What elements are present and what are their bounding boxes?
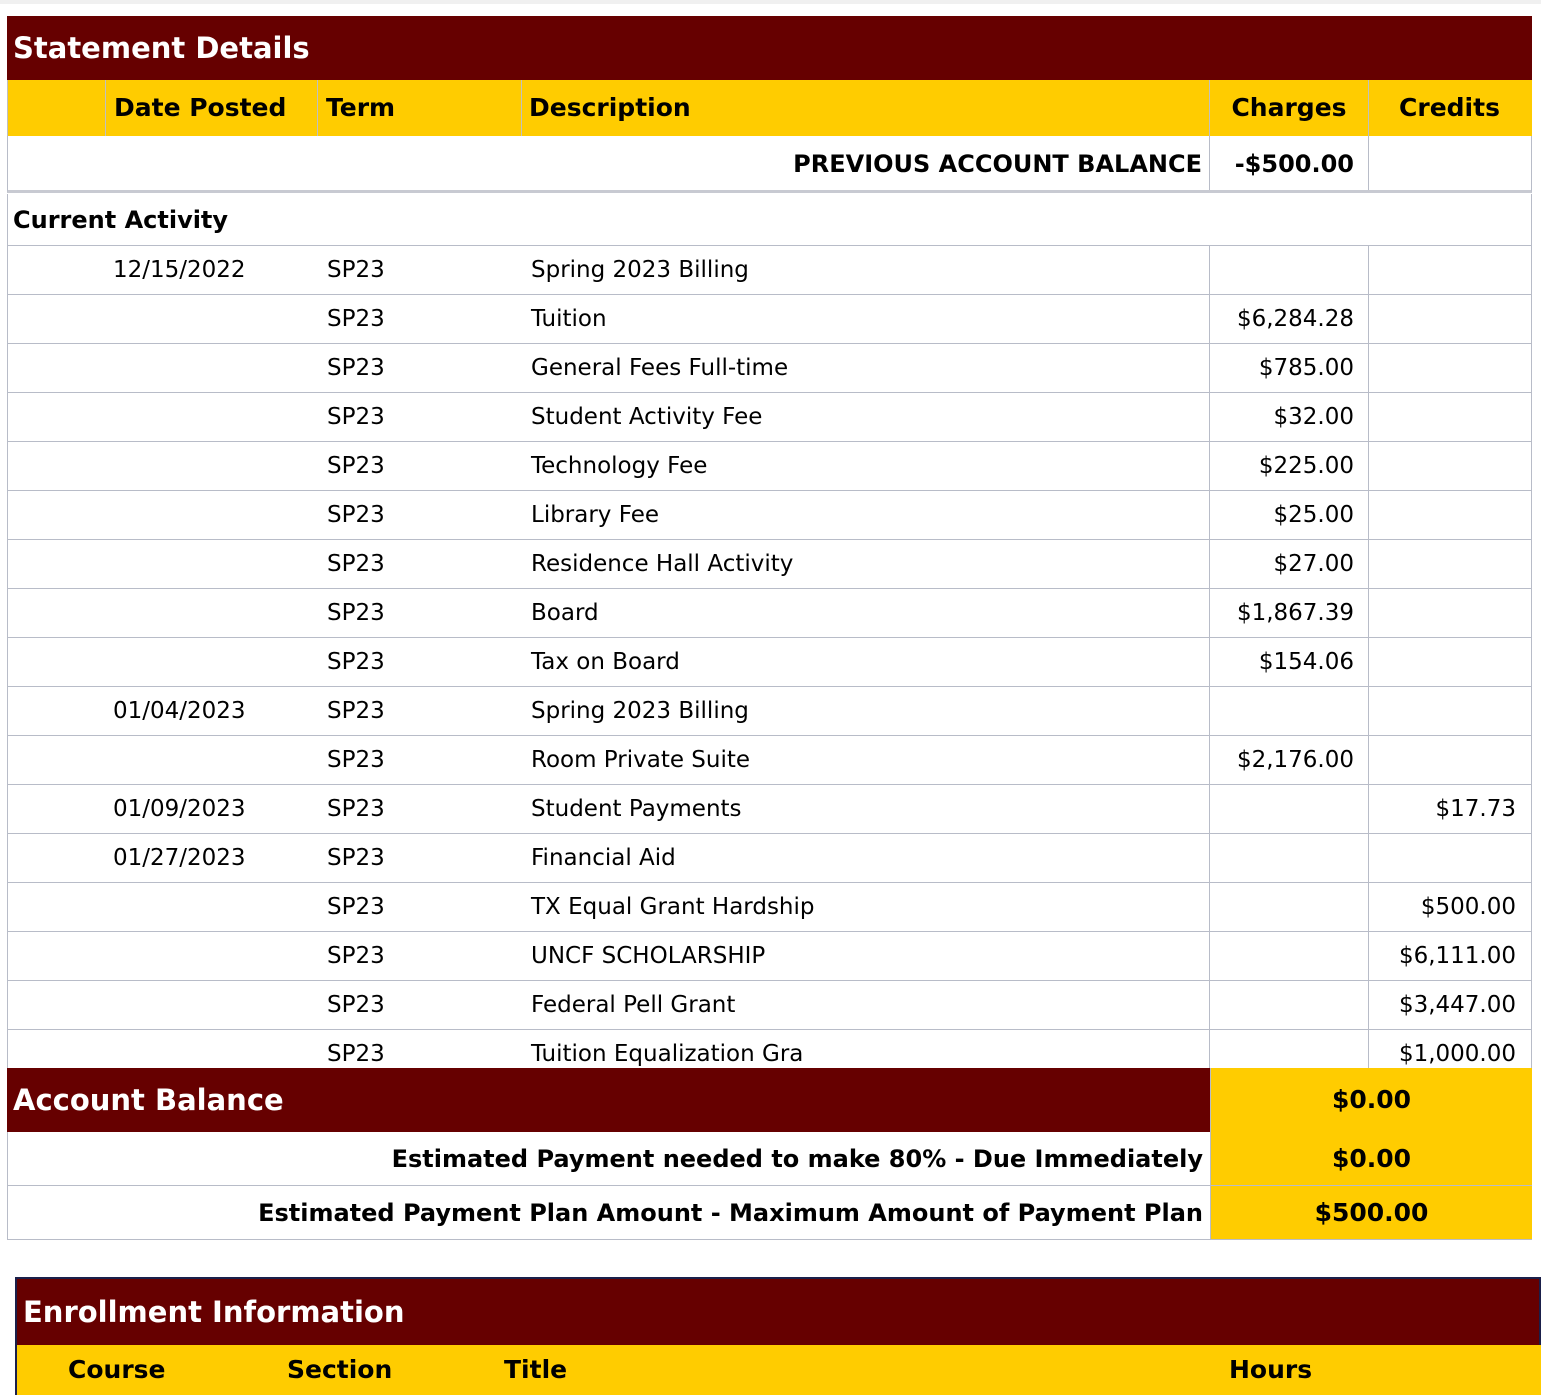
previous-balance-label: PREVIOUS ACCOUNT BALANCE [8, 136, 1210, 190]
row-charges: $6,284.28 [1210, 295, 1369, 343]
row-date [106, 344, 318, 392]
row-date [106, 981, 318, 1029]
header-course: Course [68, 1355, 166, 1384]
row-date [106, 442, 318, 490]
row-charges [1210, 932, 1369, 980]
enrollment-title: Enrollment Information [23, 1295, 405, 1329]
row-credits: $3,447.00 [1398, 992, 1516, 1018]
row-description: Library Fee [522, 491, 1210, 539]
row-term: SP23 [327, 257, 385, 283]
row-term: SP23 [327, 992, 385, 1018]
row-description: General Fees Full-time [522, 344, 1210, 392]
row-term: SP23 [327, 894, 385, 920]
header-section: Section [287, 1355, 393, 1384]
row-credits: $500.00 [1420, 894, 1516, 920]
header-spacer [8, 80, 106, 136]
row-term: SP23 [327, 355, 385, 381]
row-date [106, 932, 318, 980]
row-credits [1369, 834, 1530, 882]
header-credits: Credits [1399, 93, 1500, 122]
row-credits [1369, 736, 1530, 784]
row-credits [1369, 540, 1530, 588]
row-description: Federal Pell Grant [522, 981, 1210, 1029]
previous-balance-charges: -$500.00 [1210, 136, 1369, 190]
table-row [7, 785, 1532, 834]
table-row [7, 246, 1532, 295]
row-description: Spring 2023 Billing [522, 687, 1210, 735]
row-date [106, 491, 318, 539]
row-description: Room Private Suite [522, 736, 1210, 784]
header-hours: Hours [1229, 1355, 1313, 1384]
row-date: 01/09/2023 [113, 796, 246, 822]
row-description: Tuition [522, 295, 1210, 343]
row-credits [1369, 589, 1530, 637]
payment-plan-value: $500.00 [1210, 1186, 1532, 1239]
row-description: Student Payments [522, 785, 1210, 833]
table-row [7, 344, 1532, 393]
row-date: 01/04/2023 [113, 698, 246, 724]
row-description: Spring 2023 Billing [522, 246, 1210, 294]
header-description: Description [522, 80, 1210, 136]
account-balance-value: $0.00 [1210, 1068, 1532, 1132]
header-term: Term [318, 80, 522, 136]
row-description: Student Activity Fee [522, 393, 1210, 441]
row-charges [1210, 883, 1369, 931]
row-credits [1369, 344, 1530, 392]
statement-title-bar [7, 16, 1532, 80]
row-date [106, 393, 318, 441]
row-term: SP23 [327, 649, 385, 675]
row-charges [1210, 687, 1369, 735]
row-term: SP23 [327, 453, 385, 479]
row-credits [1369, 491, 1530, 539]
row-credits [1369, 638, 1530, 686]
row-date: 01/27/2023 [113, 845, 246, 871]
row-credits: $1,000.00 [1398, 1041, 1516, 1067]
row-description: Residence Hall Activity [522, 540, 1210, 588]
account-balance-title-cell [7, 1068, 1210, 1132]
row-credits [1369, 442, 1530, 490]
row-date [106, 589, 318, 637]
row-term: SP23 [327, 845, 385, 871]
row-term: SP23 [327, 404, 385, 430]
row-term: SP23 [327, 306, 385, 332]
row-description: Financial Aid [522, 834, 1210, 882]
row-charges: $154.06 [1210, 638, 1369, 686]
statement-title: Statement Details [13, 31, 310, 65]
header-date-posted: Date Posted [106, 80, 318, 136]
previous-balance-credits [1369, 136, 1530, 190]
row-term: SP23 [327, 551, 385, 577]
table-row [7, 981, 1532, 1030]
row-date [106, 736, 318, 784]
row-credits: $6,111.00 [1398, 943, 1516, 969]
table-row [7, 589, 1532, 638]
row-description: Tuition Equalization Gra [522, 1030, 1210, 1078]
row-description: UNCF SCHOLARSHIP [522, 932, 1210, 980]
statement-column-header [7, 80, 1532, 136]
row-description: Board [522, 589, 1210, 637]
activity-table [7, 246, 1532, 1079]
row-description: Technology Fee [522, 442, 1210, 490]
current-activity-heading: Current Activity [7, 194, 1532, 246]
row-credits [1369, 246, 1530, 294]
table-row [7, 932, 1532, 981]
row-credits: $17.73 [1435, 796, 1516, 822]
row-term: SP23 [327, 943, 385, 969]
row-charges: $785.00 [1210, 344, 1369, 392]
row-date [106, 295, 318, 343]
header-title: Title [504, 1355, 568, 1384]
enrollment-column-header [15, 1345, 1541, 1395]
payment-plan-label: Estimated Payment Plan Amount - Maximum Amount of Payment Plan [258, 1199, 1203, 1227]
previous-balance-row [7, 136, 1532, 193]
row-term: SP23 [327, 1041, 385, 1067]
table-row [7, 736, 1532, 785]
table-row [7, 491, 1532, 540]
row-charges: $1,867.39 [1210, 589, 1369, 637]
table-row [7, 638, 1532, 687]
row-charges: $32.00 [1210, 393, 1369, 441]
row-charges [1210, 981, 1369, 1029]
account-balance-title: Account Balance [13, 1083, 284, 1117]
table-row [7, 442, 1532, 491]
estimated-payment-row [7, 1132, 1532, 1186]
table-row [7, 834, 1532, 883]
table-row [7, 883, 1532, 932]
payment-plan-row [7, 1186, 1532, 1240]
header-charges: Charges [1210, 80, 1369, 136]
row-credits [1369, 393, 1530, 441]
top-divider [0, 0, 1541, 4]
estimated-payment-label: Estimated Payment needed to make 80% - Due Immediately [391, 1145, 1203, 1173]
row-charges [1210, 834, 1369, 882]
row-term: SP23 [327, 796, 385, 822]
row-date: 12/15/2022 [113, 257, 246, 283]
row-credits [1369, 687, 1530, 735]
row-charges [1210, 246, 1369, 294]
estimated-payment-value: $0.00 [1210, 1132, 1532, 1185]
table-row [7, 393, 1532, 442]
row-date [106, 883, 318, 931]
row-term: SP23 [327, 747, 385, 773]
row-charges [1210, 785, 1369, 833]
row-charges: $225.00 [1210, 442, 1369, 490]
account-balance-bar [7, 1068, 1532, 1132]
enrollment-title-bar [15, 1277, 1541, 1345]
row-term: SP23 [327, 502, 385, 528]
row-term: SP23 [327, 600, 385, 626]
table-row [7, 295, 1532, 344]
row-description: Tax on Board [522, 638, 1210, 686]
row-description: TX Equal Grant Hardship [522, 883, 1210, 931]
row-term: SP23 [327, 698, 385, 724]
row-date [106, 638, 318, 686]
row-charges: $27.00 [1210, 540, 1369, 588]
row-charges: $2,176.00 [1210, 736, 1369, 784]
table-row [7, 687, 1532, 736]
row-date [106, 540, 318, 588]
row-credits [1369, 295, 1530, 343]
table-row [7, 540, 1532, 589]
row-charges: $25.00 [1210, 491, 1369, 539]
